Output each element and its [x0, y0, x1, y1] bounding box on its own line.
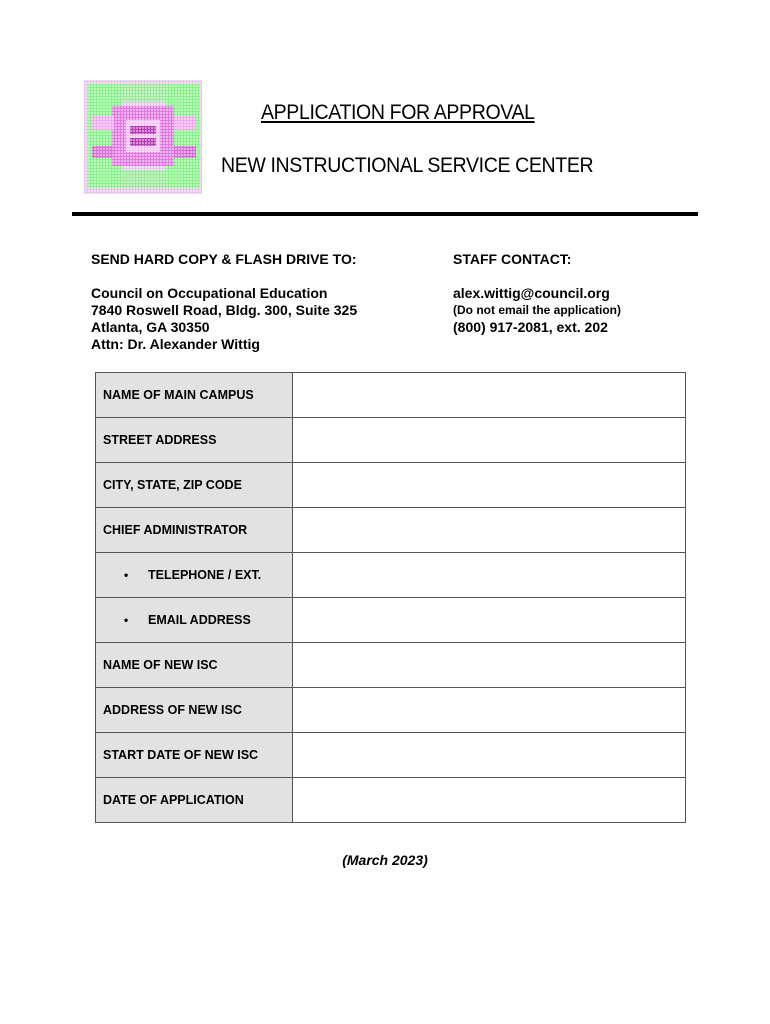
field-label: STREET ADDRESS — [96, 418, 293, 463]
field-label: NAME OF NEW ISC — [96, 643, 293, 688]
form-row-telephone — [96, 553, 686, 598]
send-to-line: Attn: Dr. Alexander Wittig — [91, 336, 260, 352]
staff-contact-block — [453, 251, 621, 336]
field-label: CITY, STATE, ZIP CODE — [96, 463, 293, 508]
street-address-field[interactable] — [293, 418, 686, 463]
form-row-street-address — [96, 418, 686, 463]
field-label: NAME OF MAIN CAMPUS — [96, 373, 293, 418]
field-label-bulleted — [96, 553, 293, 598]
header-divider — [72, 212, 698, 216]
form-row-main-campus — [96, 373, 686, 418]
revision-date: (March 2023) — [342, 852, 428, 868]
main-campus-name-field[interactable] — [293, 373, 686, 418]
field-label: START DATE OF NEW ISC — [96, 733, 293, 778]
bullet-icon: • — [124, 568, 129, 582]
send-to-block — [91, 251, 357, 353]
city-state-zip-field[interactable] — [293, 463, 686, 508]
form-row-application-date — [96, 778, 686, 823]
field-label-bulleted — [96, 598, 293, 643]
chief-administrator-field[interactable] — [293, 508, 686, 553]
form-row-new-isc-address — [96, 688, 686, 733]
form-row-chief-administrator — [96, 508, 686, 553]
field-label: ADDRESS OF NEW ISC — [96, 688, 293, 733]
field-label: CHIEF ADMINISTRATOR — [96, 508, 293, 553]
send-to-line: Atlanta, GA 30350 — [91, 319, 210, 335]
application-form-table — [95, 372, 686, 823]
field-label: DATE OF APPLICATION — [96, 778, 293, 823]
form-row-new-isc-name — [96, 643, 686, 688]
new-isc-address-field[interactable] — [293, 688, 686, 733]
field-label-text: EMAIL ADDRESS — [148, 613, 251, 627]
telephone-ext-field[interactable] — [293, 553, 686, 598]
field-label-text: TELEPHONE / EXT. — [148, 568, 262, 582]
form-row-email — [96, 598, 686, 643]
council-seal-logo — [82, 76, 206, 198]
staff-contact-heading: STAFF CONTACT: — [453, 251, 572, 267]
application-date-field[interactable] — [293, 778, 686, 823]
bullet-icon: • — [124, 613, 129, 627]
new-isc-name-field[interactable] — [293, 643, 686, 688]
email-address-field[interactable] — [293, 598, 686, 643]
staff-contact-note: (Do not email the application) — [453, 303, 622, 317]
form-subtitle: NEW INSTRUCTIONAL SERVICE CENTER — [221, 154, 594, 177]
staff-contact-email[interactable]: alex.wittig@council.org — [453, 285, 610, 301]
send-to-line: 7840 Roswell Road, Bldg. 300, Suite 325 — [91, 302, 358, 318]
form-title: APPLICATION FOR APPROVAL — [261, 101, 535, 124]
form-row-city-state-zip — [96, 463, 686, 508]
form-row-new-isc-start-date — [96, 733, 686, 778]
send-to-line: Council on Occupational Education — [91, 285, 328, 301]
staff-contact-phone: (800) 917-2081, ext. 202 — [453, 319, 608, 335]
send-to-heading: SEND HARD COPY & FLASH DRIVE TO: — [91, 251, 357, 267]
new-isc-start-date-field[interactable] — [293, 733, 686, 778]
